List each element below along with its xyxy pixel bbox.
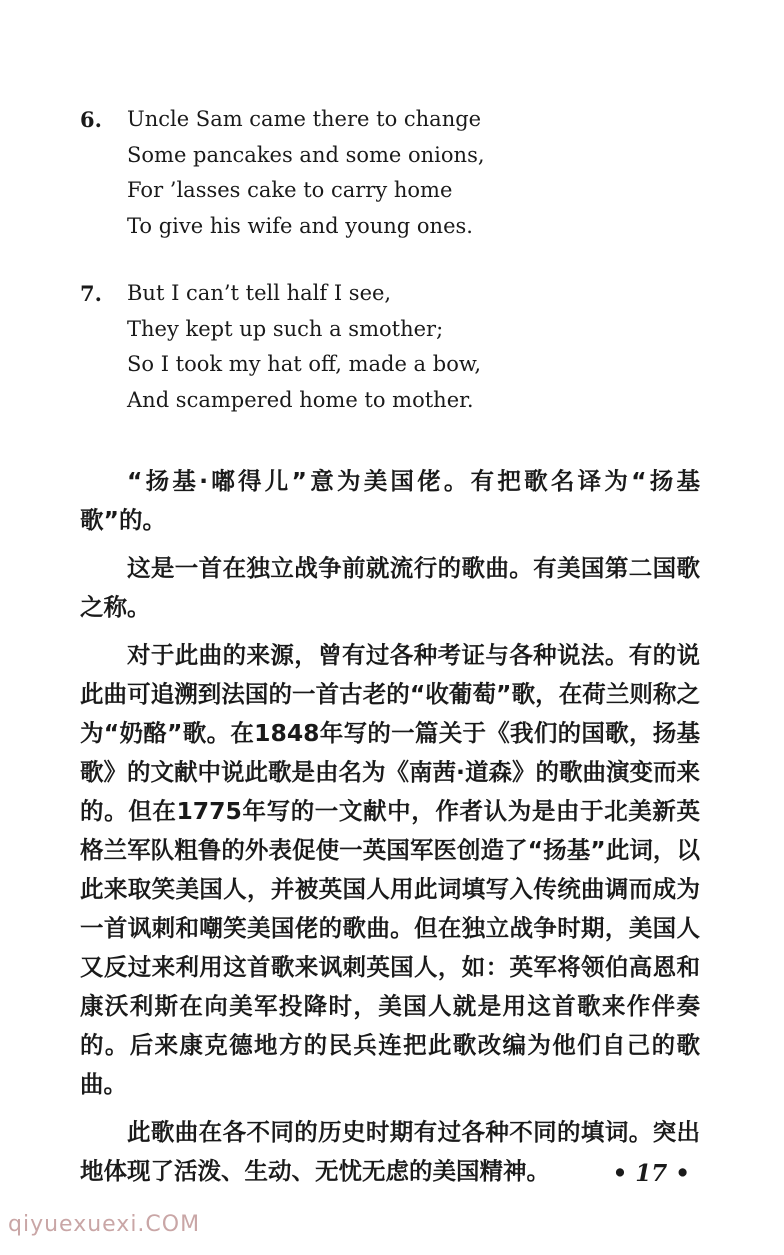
stanza-lines bbox=[127, 102, 485, 244]
lyric-line: But I can’t tell half I see, bbox=[127, 281, 392, 305]
stanza-lines bbox=[127, 276, 481, 418]
paragraph: 这是一首在独立战争前就流行的歌曲。有美国第二国歌之称。 bbox=[80, 554, 700, 621]
stanza-7 bbox=[80, 276, 481, 418]
lyric-line: To give his wife and young ones. bbox=[127, 213, 473, 238]
stanza-number: 7. bbox=[80, 281, 102, 306]
paragraph: 对于此曲的来源，曾有过各种考证与各种说法。有的说此曲可追溯到法国的一首古老的“收葡萄”歌，在荷兰则称之为“奶酪”歌。在1848年写的一篇关于《我们的国歌，扬基歌》的文献中说此歌是由名为《南茜·道森》的歌曲演变而来的。但在1775年写的一文献中，作者认为是由于北美新英格兰军队粗鲁的外表促使一英国军医创造了“扬基”此词，以此来取笑美国人，并被英国人用此词填写入传统曲调而成为一首讽刺和嘲笑美国佬的歌曲。但在独立战争时期，美国人又反过来利用这首歌来讽刺英国人，如：英军将领伯高恩和康沃利斯在向美军投降时，美国人就是用这首歌来作伴奏的。后来康克德地方的民兵连把此歌改编为他们自己的歌曲。 bbox=[80, 641, 700, 1098]
lyric-line: For ’lasses cake to carry home bbox=[127, 178, 453, 202]
page-number: • 17 • bbox=[612, 1160, 690, 1187]
lyric-line: Some pancakes and some onions, bbox=[127, 142, 485, 167]
stanza-number: 6. bbox=[80, 107, 102, 132]
lyric-line: So I took my hat off, made a bow, bbox=[127, 352, 481, 376]
lyric-line: They kept up such a smother; bbox=[127, 316, 444, 341]
paragraph: “扬基·嘟得儿”意为美国佬。有把歌名译为“扬基歌”的。 bbox=[80, 467, 700, 534]
lyric-line: Uncle Sam came there to change bbox=[127, 107, 482, 131]
commentary-text bbox=[80, 462, 700, 1200]
paragraph: 此歌曲在各不同的历史时期有过各种不同的填词。突出地体现了活泼、生动、无忧无虑的美国精神。 bbox=[80, 1118, 700, 1185]
stanza-6 bbox=[80, 102, 485, 244]
watermark: qiyuexuexi.COM bbox=[8, 1212, 201, 1237]
lyric-line: And scampered home to mother. bbox=[127, 387, 474, 412]
